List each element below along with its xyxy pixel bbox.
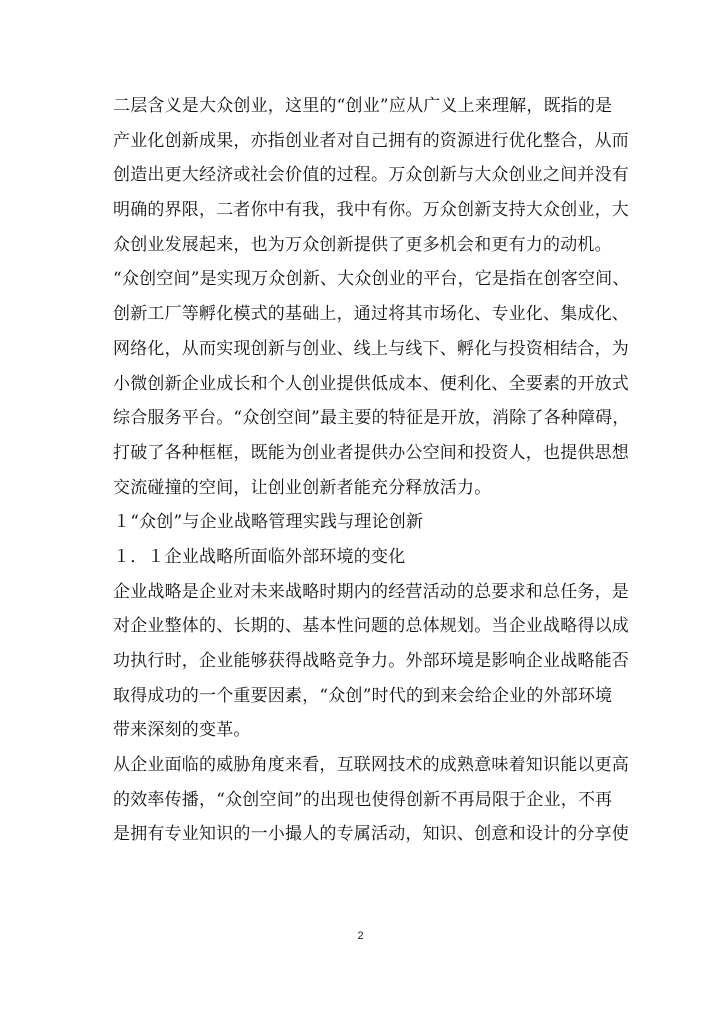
text-line: 对企业整体的、长期的、基本性问题的总体规划。当企业战略得以成 bbox=[113, 616, 629, 637]
text-line: 的效率传播，“众创空间”的出现也使得创新不再局限于企业，不再 bbox=[113, 789, 613, 810]
text-line: 打破了各种框框，既能为创业者提供办公空间和投资人，也提供思想 bbox=[113, 442, 629, 463]
text-line: 众创业发展起来，也为万众创新提供了更多机会和更有力的动机。 bbox=[113, 234, 612, 255]
text-line: 创新工厂等孵化模式的基础上，通过将其市场化、专业化、集成化、 bbox=[113, 304, 629, 325]
text-line: 创造出更大经济或社会价值的过程。万众创新与大众创业之间并没有 bbox=[113, 165, 629, 186]
text-line: 取得成功的一个重要因素，“众创”时代的到来会给企业的外部环境 bbox=[113, 685, 613, 706]
text-line: 综合服务平台。“众创空间”最主要的特征是开放，消除了各种障碍， bbox=[113, 408, 630, 429]
text-line: 二层含义是大众创业，这里的“创业”应从广义上来理解，既指的是 bbox=[113, 96, 613, 116]
section-heading: １“众创”与企业战略管理实践与理论创新 bbox=[113, 512, 424, 533]
text-line: 是拥有专业知识的一小撮人的专属活动，知识、创意和设计的分享使 bbox=[113, 824, 629, 845]
text-line: 企业战略是企业对未来战略时期内的经营活动的总要求和总任务，是 bbox=[113, 581, 629, 602]
text-line: 功执行时，企业能够获得战略竞争力。外部环境是影响企业战略能否 bbox=[113, 651, 629, 671]
subsection-heading: １．１企业战略所面临外部环境的变化 bbox=[113, 546, 406, 567]
text-line: 明确的界限，二者你中有我，我中有你。万众创新支持大众创业，大 bbox=[113, 200, 629, 221]
text-line: 交流碰撞的空间，让创业创新者能充分释放活力。 bbox=[113, 477, 492, 498]
page-number: 2 bbox=[357, 930, 364, 942]
text-line: 网络化，从而实现创新与创业、线上与线下、孵化与投资相结合，为 bbox=[113, 338, 629, 359]
text-line: 带来深刻的变革。 bbox=[113, 720, 251, 741]
text-line: 产业化创新成果，亦指创业者对自己拥有的资源进行优化整合，从而 bbox=[113, 130, 629, 151]
document-body bbox=[113, 89, 630, 852]
text-line: 小微创新企业成长和个人创业提供低成本、便利化、全要素的开放式 bbox=[113, 373, 629, 394]
text-line: “众创空间”是实现万众创新、大众创业的平台，它是指在创客空间、 bbox=[113, 269, 630, 290]
text-line: 从企业面临的威胁角度来看，互联网技术的成熟意味着知识能以更高 bbox=[113, 755, 629, 776]
